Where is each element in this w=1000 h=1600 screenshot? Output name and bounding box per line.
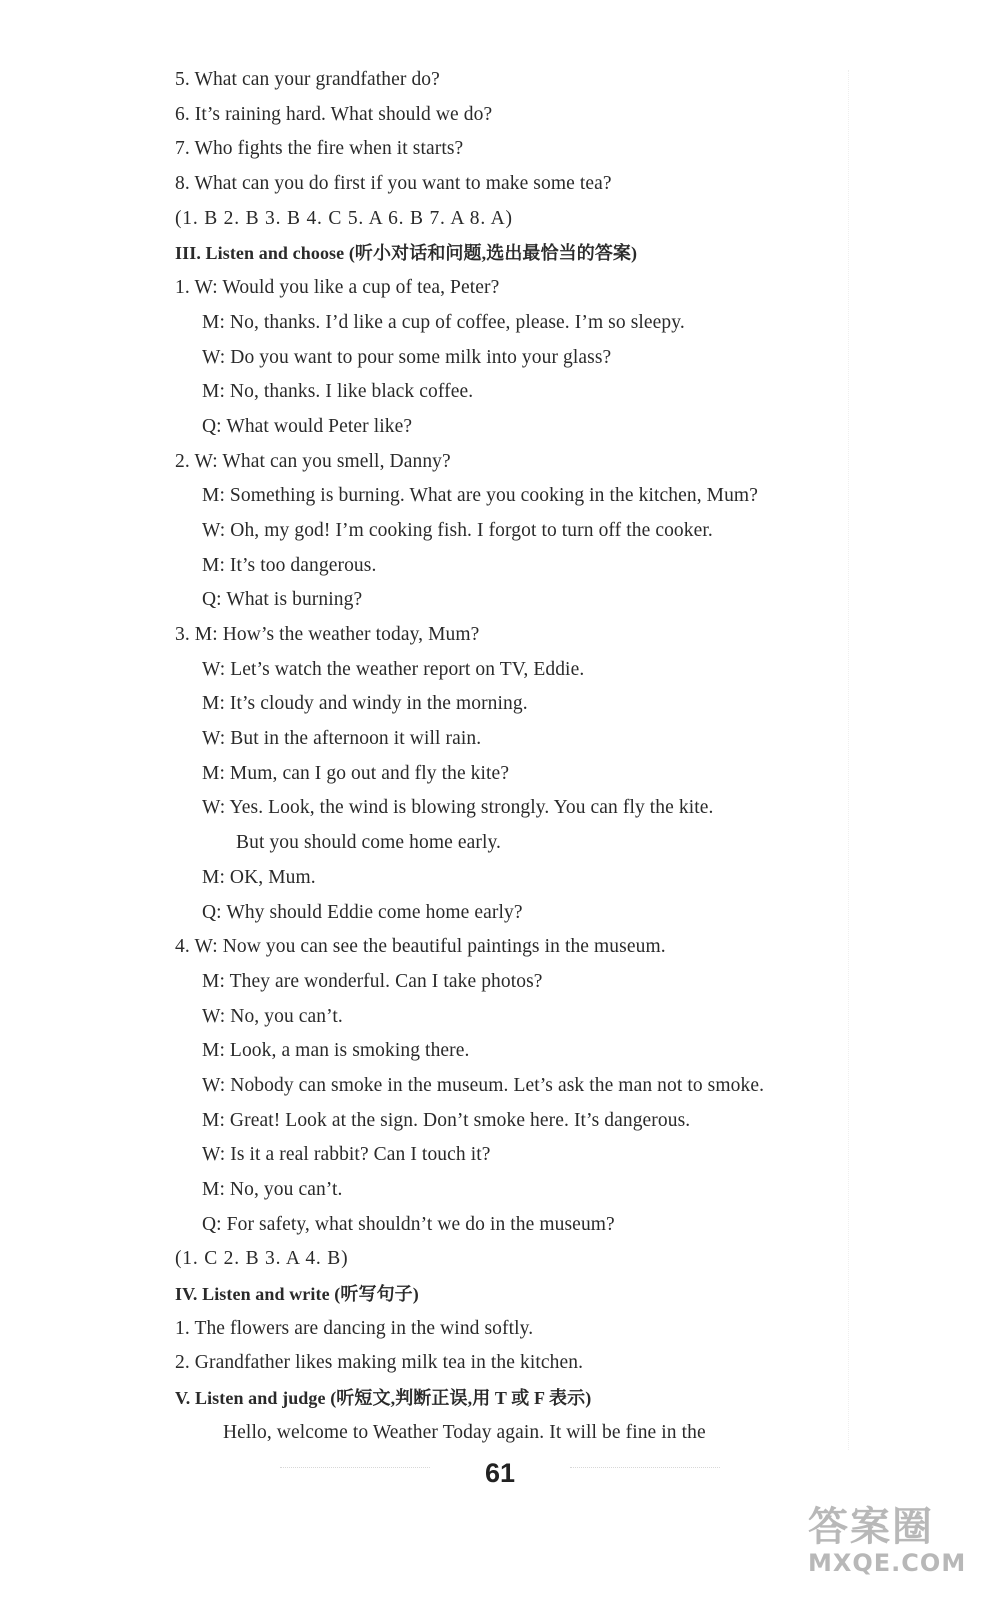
text-line: 8. What can you do first if you want to make some tea? — [175, 173, 612, 195]
watermark-bottom-text: MXQE.COM — [808, 1549, 967, 1577]
text-line: 1. W: Would you like a cup of tea, Peter? — [175, 277, 500, 299]
section-heading: V. Listen and judge (听短文,判断正误,用 T 或 F 表示) — [175, 1388, 592, 1409]
text-line: But you should come home early. — [236, 832, 502, 854]
text-line: 2. Grandfather likes making milk tea in the kitchen. — [175, 1352, 584, 1374]
text-line: M: No, thanks. I’d like a cup of coffee, please. I’m so sleepy. — [202, 311, 685, 333]
text-line: Hello, welcome to Weather Today again. It will be fine in the — [223, 1421, 706, 1443]
text-line: Q: What would Peter like? — [202, 415, 413, 437]
text-line: M: No, thanks. I like black coffee. — [202, 381, 474, 403]
text-line: M: It’s cloudy and windy in the morning. — [202, 693, 528, 715]
text-line: M: No, you can’t. — [202, 1179, 343, 1200]
text-line: 3. M: How’s the weather today, Mum? — [175, 624, 480, 645]
text-line: M: Mum, can I go out and fly the kite? — [202, 762, 510, 784]
watermark-logo — [808, 1505, 993, 1595]
text-line: M: Something is burning. What are you cooking in the kitchen, Mum? — [202, 485, 758, 507]
text-line: W: No, you can’t. — [202, 1005, 343, 1027]
text-line: W: Is it a real rabbit? Can I touch it? — [202, 1144, 491, 1166]
text-line: Q: For safety, what shouldn’t we do in the museum? — [202, 1213, 615, 1235]
text-line: 5. What can your grandfather do? — [175, 69, 440, 90]
section-heading: III. Listen and choose (听小对话和问题,选出最恰当的答案) — [175, 243, 638, 264]
text-line: M: OK, Mum. — [202, 866, 316, 888]
page-number: 61 — [484, 1458, 516, 1488]
text-line: M: It’s too dangerous. — [202, 554, 377, 576]
text-line: W: But in the afternoon it will rain. — [202, 728, 482, 750]
watermark-top-text: 答案圈 — [808, 1504, 934, 1550]
text-line: 7. Who fights the fire when it starts? — [175, 138, 464, 160]
text-line: 4. W: Now you can see the beautiful paintings in the museum. — [175, 936, 666, 958]
text-line: W: Yes. Look, the wind is blowing strongly. You can fly the kite. — [202, 797, 714, 819]
text-line: Q: What is burning? — [202, 589, 363, 611]
text-line: Q: Why should Eddie come home early? — [202, 901, 523, 923]
text-line: M: Look, a man is smoking there. — [202, 1040, 470, 1062]
text-line: W: Oh, my god! I’m cooking fish. I forgot to turn off the cooker. — [202, 519, 713, 541]
text-line: 2. W: What can you smell, Danny? — [175, 450, 451, 472]
answer-key: (1. B 2. B 3. B 4. C 5. A 6. B 7. A 8. A) — [175, 207, 513, 229]
section-heading: IV. Listen and write (听写句子) — [175, 1284, 419, 1305]
text-line: M: They are wonderful. Can I take photos? — [202, 970, 543, 992]
text-line: W: Let’s watch the weather report on TV, Eddie. — [202, 658, 585, 680]
text-line: M: Great! Look at the sign. Don’t smoke here. It’s dangerous. — [202, 1109, 691, 1131]
text-body — [175, 63, 875, 1451]
text-line: W: Do you want to pour some milk into your glass? — [202, 346, 612, 368]
text-line: 6. It’s raining hard. What should we do? — [175, 103, 493, 125]
answer-key: (1. C 2. B 3. A 4. B) — [175, 1248, 349, 1270]
text-line: 1. The flowers are dancing in the wind softly. — [175, 1317, 534, 1339]
text-line: W: Nobody can smoke in the museum. Let’s ask the man not to smoke. — [202, 1074, 765, 1096]
